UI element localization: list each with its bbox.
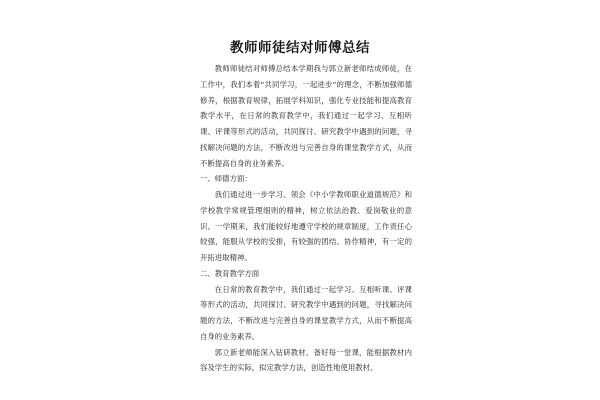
section-heading-teaching: 二、教育教学方面 (200, 268, 260, 278)
teaching-paragraph-1: 在日常的教育教学中，我们通过一起学习、互相听课、评课等形式的活动，共同探讨、研究教学中遇到的问题，寻找解决问题的方法，不断改进与完善自身的课堂教学方式，从而不断提高自身的业务素养。 (200, 284, 412, 341)
document-title: 教师师徒结对师傅总结 (230, 40, 370, 56)
section-heading-ethics: 一、师德方面： (200, 174, 252, 184)
teaching-paragraph-2: 郭立新老师能深入钻研教材，备好每一堂课，能根据教材内容及学生的实际，拟定教学方法，创造性地使用教材。 (200, 347, 412, 373)
intro-paragraph: 教师师徒结对师傅总结本学期我与郭立新老师结成师徒，在工作中，我们本着“共同学习，一起进步”的理念，不断加强师德修养，根据教育规律，拓展学科知识，强化专业技能和提高教育教学水平，在日常的教育教学中，我们通过一起学习、互相听课、评课等形式的活动，共同探讨、研究教学中遇到的问题，寻找解决问题的方法，不断改进与完善自身的课堂教学方式，从而不断提高自身的业务素养。 (200, 64, 412, 168)
ethics-paragraph: 我们通过进一步学习、领会《中小学教师职业道德规范》和学校教学常规管理细则的精神，树立依法治教、爱岗敬业的意识。一学期来，我们能较好地遵守学校的规章制度，工作责任心较强，能服从学校的安排，有较强的团结、协作精神，有一定的开拓进取精神。 (200, 190, 412, 262)
document-body (200, 61, 412, 376)
